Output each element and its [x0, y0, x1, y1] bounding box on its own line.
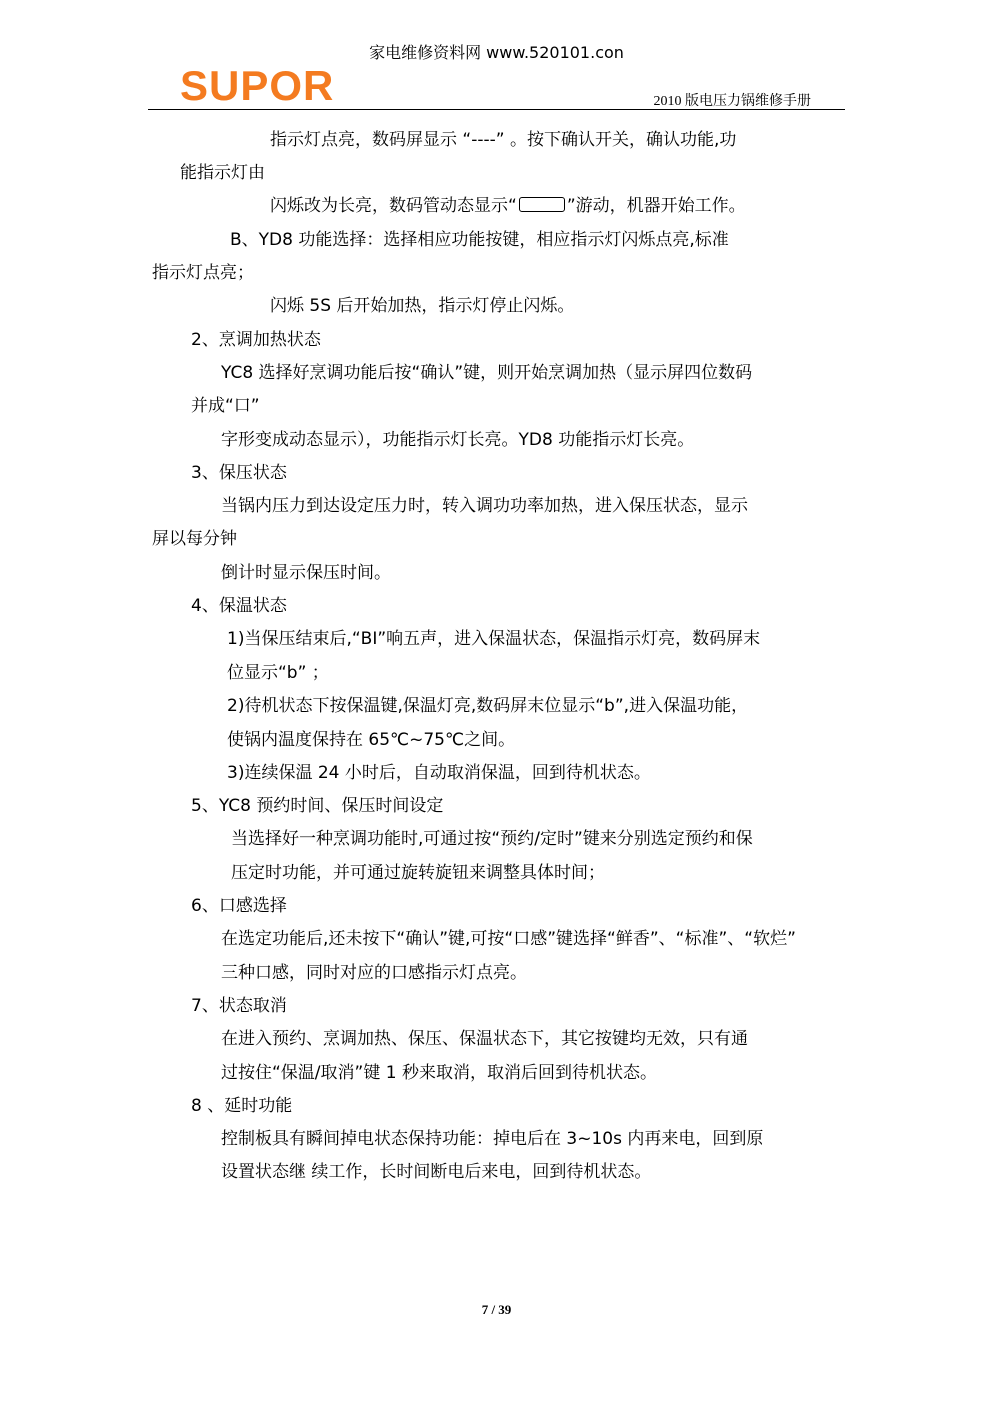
- text-line: 闪烁 5S 后开始加热，指示灯停止闪烁。: [270, 296, 575, 316]
- text-line: [270, 195, 746, 217]
- text-line: 当锅内压力到达设定压力时，转入调功功率加热，进入保压状态，显示: [221, 496, 748, 516]
- text-segment: 闪烁改为长亮，数码管动态显示“: [270, 196, 517, 216]
- text-line: 设置状态继 续工作，长时间断电后来电，回到待机状态。: [221, 1162, 652, 1182]
- text-line: B、YD8 功能选择：选择相应功能按键，相应指示灯闪烁点亮,标准: [230, 230, 729, 250]
- header-divider: [148, 109, 845, 110]
- text-line: 位显示“b” ；: [227, 663, 329, 683]
- text-line: 2)待机状态下按保温键,保温灯亮,数码屏末位显示“b”,进入保温功能，: [227, 696, 749, 716]
- section-heading: 5、YC8 预约时间、保压时间设定: [191, 796, 444, 816]
- site-watermark: 家电维修资料网 www.520101.con: [369, 43, 624, 62]
- text-segment: ”游动，机器开始工作。: [566, 196, 746, 216]
- text-line: 当选择好一种烹调功能时,可通过按“预约/定时”键来分别选定预约和保: [231, 829, 753, 849]
- page-number: 7 / 39: [481, 1302, 512, 1317]
- text-line: 1)当保压结束后,“BI”响五声，进入保温状态，保温指示灯亮，数码屏末: [227, 629, 761, 649]
- section-heading: 6、口感选择: [191, 896, 287, 916]
- text-line: 控制板具有瞬间掉电状态保持功能：掉电后在 3~10s 内再来电，回到原: [221, 1129, 764, 1149]
- text-line: 字形变成动态显示），功能指示灯长亮。YD8 功能指示灯长亮。: [221, 430, 695, 450]
- text-line: 并成“口”: [191, 396, 260, 416]
- text-line: 屏以每分钟: [152, 529, 237, 549]
- text-line: 在进入预约、烹调加热、保压、保温状态下，其它按键均无效，只有通: [221, 1029, 748, 1049]
- manual-title: 2010 版电压力锅维修手册: [653, 94, 811, 109]
- section-heading: 2、烹调加热状态: [191, 330, 321, 350]
- text-line: 指示灯点亮；: [152, 263, 254, 283]
- section-heading: 3、保压状态: [191, 463, 287, 483]
- text-line: 过按住“保温/取消”键 1 秒来取消，取消后回到待机状态。: [221, 1063, 657, 1083]
- supor-logo: SUPOR: [180, 62, 335, 109]
- rounded-rectangle-icon: [519, 197, 565, 212]
- text-line: YC8 选择好烹调功能后按“确认”键，则开始烹调加热（显示屏四位数码: [221, 363, 753, 383]
- section-heading: 4、保温状态: [191, 596, 287, 616]
- text-line: 在选定功能后,还未按下“确认”键,可按“口感”键选择“鲜香”、“标准”、“软烂”: [221, 929, 796, 949]
- text-line: 3)连续保温 24 小时后，自动取消保温，回到待机状态。: [227, 763, 651, 783]
- section-heading: 8 、延时功能: [191, 1096, 293, 1116]
- text-line: 使锅内温度保持在 65℃~75℃之间。: [227, 730, 516, 750]
- text-line: 能指示灯由: [180, 163, 265, 183]
- text-line: 三种口感，同时对应的口感指示灯点亮。: [221, 963, 527, 983]
- section-heading: 7、状态取消: [191, 996, 287, 1016]
- text-line: 压定时功能，并可通过旋转旋钮来调整具体时间；: [231, 863, 605, 883]
- text-line: 指示灯点亮，数码屏显示 “----” 。按下确认开关，确认功能,功: [270, 130, 737, 150]
- text-line: 倒计时显示保压时间。: [221, 563, 391, 583]
